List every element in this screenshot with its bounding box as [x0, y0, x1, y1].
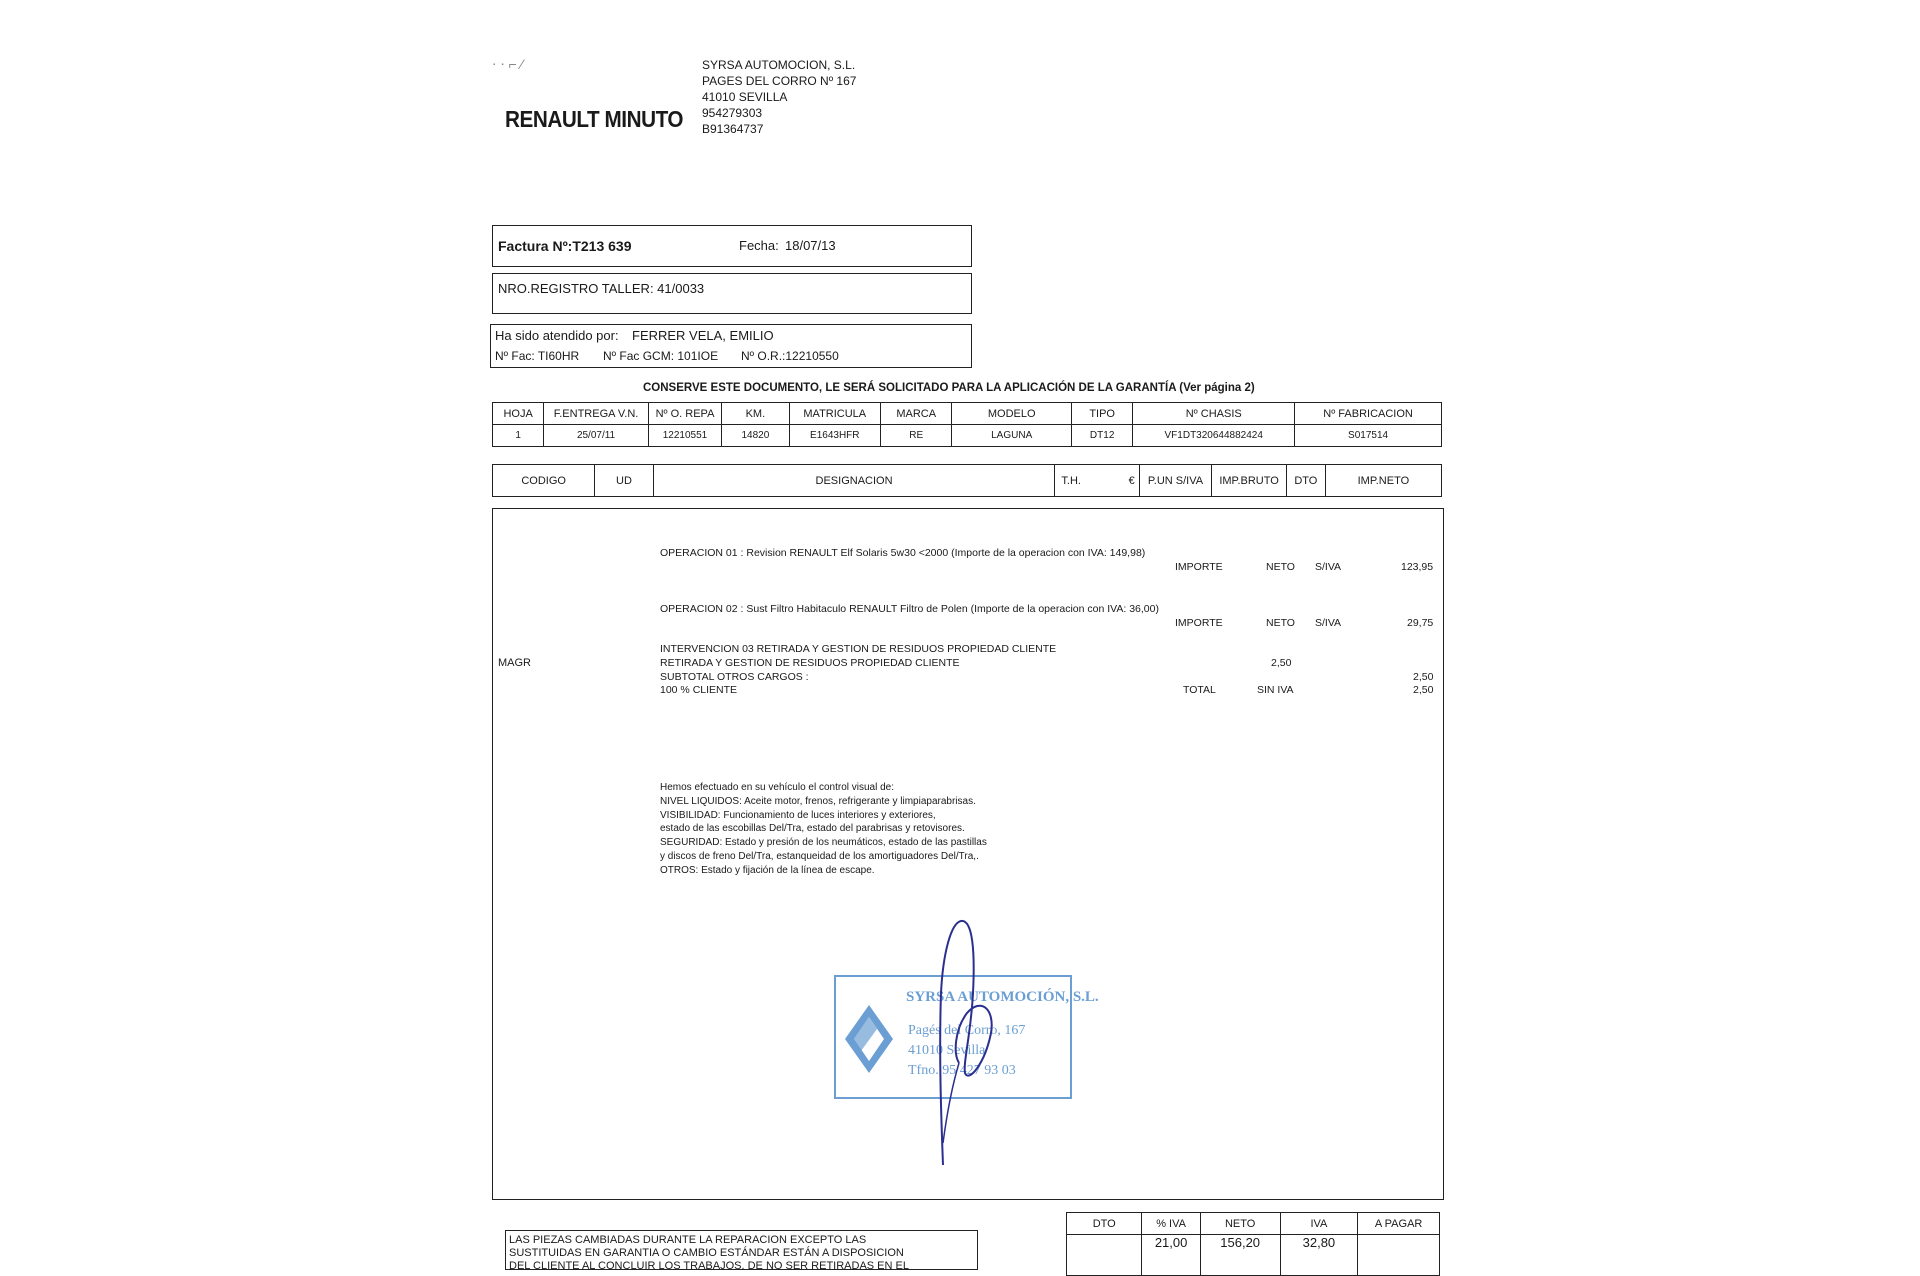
date-label: Fecha:	[739, 238, 779, 253]
attended-name: FERRER VELA, EMILIO	[632, 328, 774, 343]
op1-amount: 123,95	[1401, 561, 1434, 573]
hdr-impneto: IMP.NETO	[1325, 465, 1441, 497]
hdr-impbruto: IMP.BRUTO	[1212, 465, 1287, 497]
items-body	[492, 508, 1444, 1200]
val-fabricacion: S017514	[1295, 425, 1442, 447]
hdr-pun: P.UN S/IVA	[1139, 465, 1211, 497]
tot-hdr-pagar: A PAGAR	[1358, 1213, 1440, 1235]
warranty-notice: CONSERVE ESTE DOCUMENTO, LE SERÁ SOLICITADO PARA LA APLICACIÓN DE LA GARANTÍA (Ver página 2)	[643, 382, 1255, 394]
intervention-line: RETIRADA Y GESTION DE RESIDUOS PROPIEDAD CLIENTE	[660, 657, 960, 669]
stamp-phone: Tfno. 95 427 93 03	[908, 1063, 1016, 1078]
company-cif: B91364737	[702, 122, 764, 136]
tot-hdr-neto: NETO	[1200, 1213, 1280, 1235]
total-label: TOTAL	[1183, 684, 1216, 696]
check-line: Hemos efectuado en su vehículo el control visual de:	[660, 782, 895, 793]
tot-val-neto: 156,20	[1200, 1235, 1280, 1276]
hdr-ud: UD	[595, 465, 653, 497]
col-tipo: TIPO	[1072, 403, 1133, 425]
company-info	[702, 57, 856, 137]
col-chasis: Nº CHASIS	[1133, 403, 1295, 425]
tot-hdr-iva: IVA	[1280, 1213, 1358, 1235]
val-marca: RE	[881, 425, 952, 447]
signature	[893, 913, 1033, 1173]
check-line: NIVEL LIQUIDOS: Aceite motor, frenos, refrigerante y limpiaparabrisas.	[660, 795, 976, 807]
magr-code: MAGR	[498, 657, 531, 669]
vehicle-header-row	[493, 403, 1442, 425]
intervention-title: INTERVENCION 03 RETIRADA Y GESTION DE RESIDUOS PROPIEDAD CLIENTE	[660, 643, 1057, 655]
invoice-date: 18/07/13	[785, 238, 836, 253]
col-marca: MARCA	[881, 403, 952, 425]
tot-hdr-iva-pct: % IVA	[1142, 1213, 1200, 1235]
sin-iva-label: SIN IVA	[1257, 684, 1294, 696]
tot-val-pagar	[1358, 1235, 1440, 1276]
client-percent: 100 % CLIENTE	[660, 684, 738, 696]
check-line: y discos de freno Del/Tra, estanqueidad de los amortiguadores Del/Tra,.	[660, 850, 979, 862]
items-header-table	[492, 464, 1442, 497]
tot-val-iva-pct: 21,00	[1142, 1235, 1200, 1276]
val-matricula: E1643HFR	[789, 425, 880, 447]
op2-importe: IMPORTE	[1175, 617, 1223, 629]
col-hoja: HOJA	[493, 403, 544, 425]
operation-2: OPERACION 02 : Sust Filtro Habitaculo RENAULT Filtro de Polen (Importe de la operacion con IVA: 36,00)	[660, 603, 1159, 615]
col-modelo: MODELO	[952, 403, 1072, 425]
company-name: SYRSA AUTOMOCION, S.L.	[702, 58, 856, 72]
totals-value-row	[1067, 1235, 1440, 1276]
hdr-euro: €	[1111, 465, 1139, 497]
col-fabricacion: Nº FABRICACION	[1295, 403, 1442, 425]
val-fentrega: 25/07/11	[544, 425, 649, 447]
company-city: 41010 SEVILLA	[702, 90, 788, 104]
check-line: estado de las escobillas Del/Tra, estado del parabrisas y retovisores.	[660, 823, 965, 835]
invoice-number: Factura Nº:T213 639	[498, 238, 632, 254]
op1-neto: NETO	[1266, 561, 1295, 573]
op2-neto: NETO	[1266, 617, 1295, 629]
col-matricula: MATRICULA	[789, 403, 880, 425]
vehicle-value-row	[493, 425, 1442, 447]
op1-siva: S/IVA	[1315, 561, 1342, 573]
renault-diamond-icon	[841, 1003, 897, 1075]
op2-siva: S/IVA	[1315, 617, 1342, 629]
items-header-row	[493, 465, 1442, 497]
check-line: VISIBILIDAD: Funcionamiento de luces interiores y exteriores,	[660, 809, 936, 821]
check-line: SEGURIDAD: Estado y presión de los neumáticos, estado de las pastillas	[660, 837, 987, 849]
val-tipo: DT12	[1072, 425, 1133, 447]
val-modelo: LAGUNA	[952, 425, 1072, 447]
legal-line: LAS PIEZAS CAMBIADAS DURANTE LA REPARACION EXCEPTO LAS	[509, 1234, 867, 1246]
legal-line: SUSTITUIDAS EN GARANTIA O CAMBIO ESTÁNDAR ESTÁN A DISPOSICION	[509, 1247, 904, 1259]
visual-check-notes	[660, 781, 987, 878]
col-fentrega: F.ENTREGA V.N.	[544, 403, 649, 425]
col-km: KM.	[722, 403, 789, 425]
subtotal-label: SUBTOTAL OTROS CARGOS :	[660, 671, 809, 683]
hdr-codigo: CODIGO	[493, 465, 595, 497]
totals-table	[1066, 1212, 1440, 1276]
legal-notice-box	[505, 1230, 978, 1270]
attendant-box	[490, 324, 972, 368]
val-nrepa: 12210551	[648, 425, 721, 447]
val-km: 14820	[722, 425, 789, 447]
hdr-th: T.H.	[1055, 465, 1111, 497]
subtotal-value: 2,50	[1413, 671, 1434, 683]
stamp-address: Pagés del Corro, 167	[908, 1023, 1026, 1038]
val-hoja: 1	[493, 425, 544, 447]
op2-amount: 29,75	[1407, 617, 1434, 629]
totals-header-row	[1067, 1213, 1440, 1235]
stamp-city: 41010 Sevilla	[908, 1043, 986, 1058]
tot-hdr-dto: DTO	[1067, 1213, 1142, 1235]
invoice-number-box	[492, 225, 972, 267]
tot-val-iva: 32,80	[1280, 1235, 1358, 1276]
or-number: Nº O.R.:12210550	[741, 349, 839, 363]
stamp-name: SYRSA AUTOMOCIÓN, S.L.	[906, 989, 1099, 1005]
scan-marks: ⋅ ⋅ ⌐ ⁄	[492, 56, 524, 72]
tot-val-dto	[1067, 1235, 1142, 1276]
total-value: 2,50	[1413, 684, 1434, 696]
intervention-line-value: 2,50	[1271, 657, 1292, 669]
company-phone: 954279303	[702, 106, 763, 120]
legal-line: DEL CLIENTE AL CONCLUIR LOS TRABAJOS. DE NO SER RETIRADAS EN EL	[509, 1260, 909, 1272]
vehicle-table	[492, 402, 1442, 447]
check-line: OTROS: Estado y fijación de la línea de escape.	[660, 864, 875, 876]
hdr-dto: DTO	[1286, 465, 1325, 497]
attended-label: Ha sido atendido por:	[495, 328, 619, 343]
company-address: PAGES DEL CORRO Nº 167	[702, 74, 857, 88]
fac-number: Nº Fac: TI60HR	[495, 349, 580, 363]
col-nrepa: Nº O. REPA	[648, 403, 721, 425]
val-chasis: VF1DT320644882424	[1133, 425, 1295, 447]
hdr-designacion: DESIGNACION	[653, 465, 1055, 497]
registro-taller: NRO.REGISTRO TALLER: 41/0033	[498, 281, 705, 296]
op1-importe: IMPORTE	[1175, 561, 1223, 573]
registro-box	[492, 273, 972, 314]
operation-1: OPERACION 01 : Revision RENAULT Elf Solaris 5w30 <2000 (Importe de la operacion con IVA: 149,98)	[660, 547, 1146, 559]
brand-logo: RENAULT MINUTO	[505, 106, 684, 132]
fac-gcm: Nº Fac GCM: 101IOE	[603, 349, 719, 363]
